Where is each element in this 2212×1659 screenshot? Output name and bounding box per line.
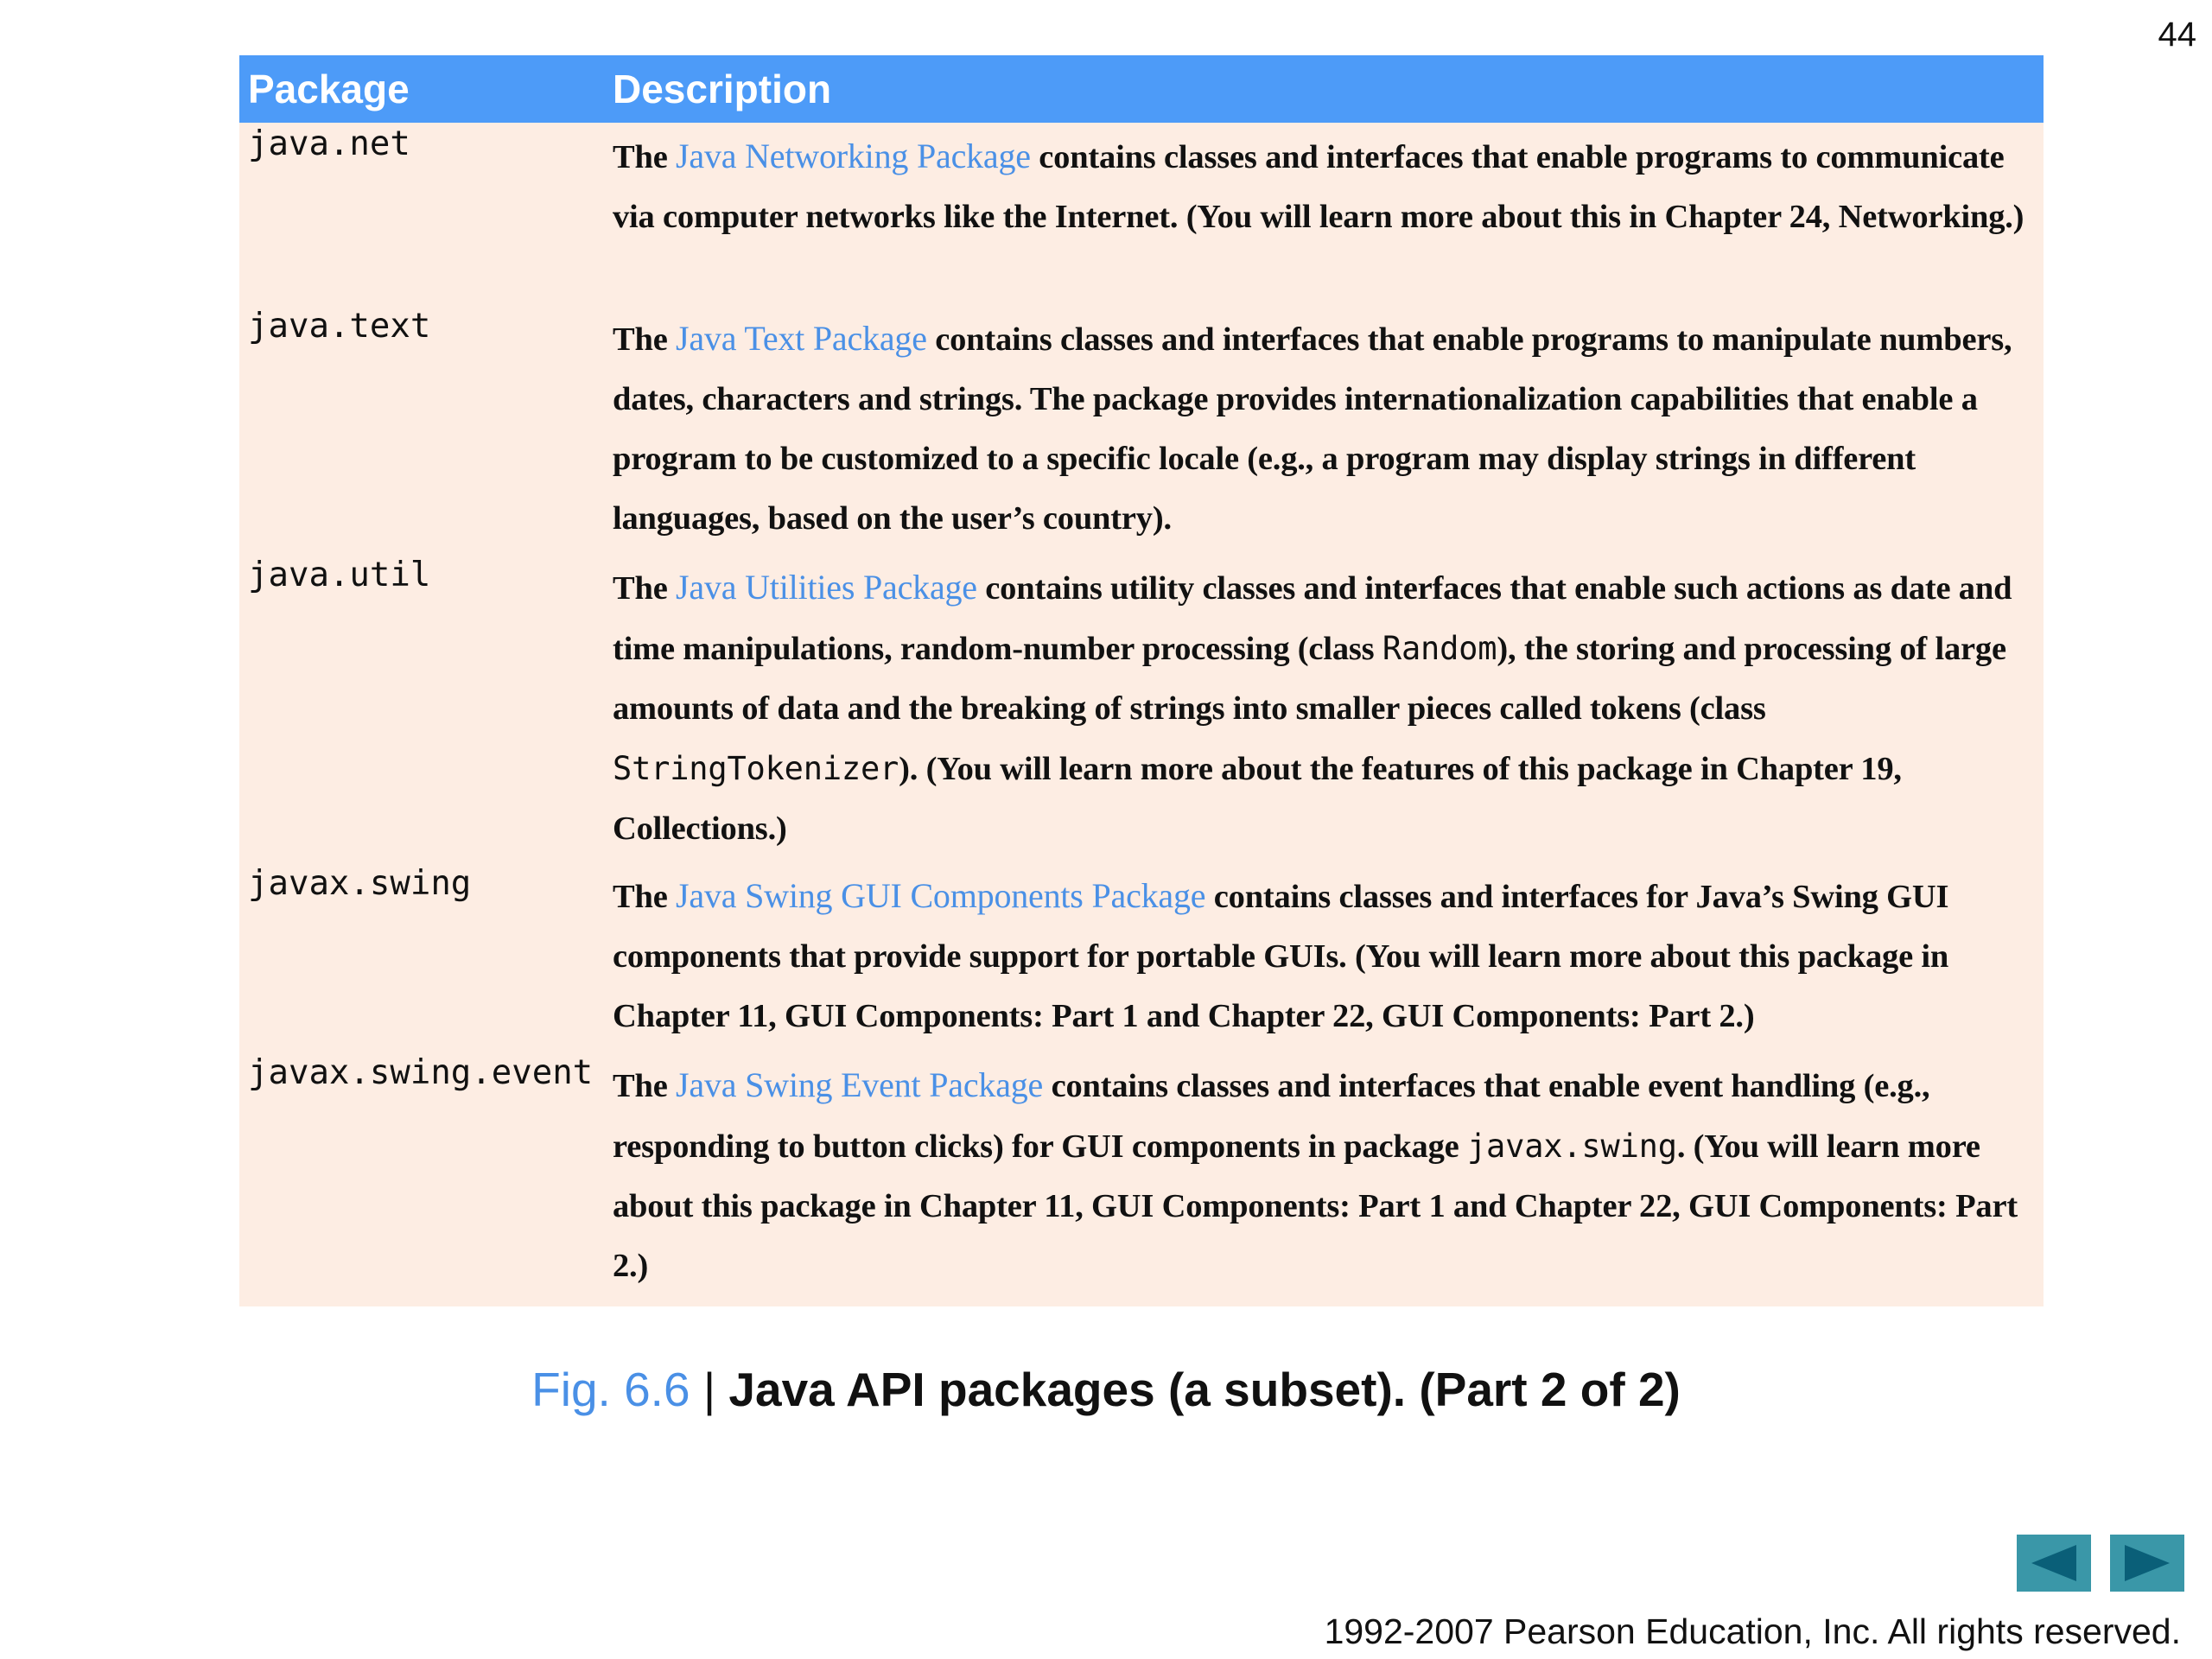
desc-text: ), the storing and processing of large amounts of data and the breaking of strings into smaller pieces called tokens (class <box>613 631 2006 727</box>
table-row <box>239 123 2044 305</box>
code-class-name: StringTokenizer <box>613 750 899 787</box>
package-link[interactable]: Java Swing Event Package <box>676 1065 1044 1104</box>
package-name: java.text <box>248 307 431 346</box>
copyright-notice <box>1325 1611 2181 1652</box>
desc-prefix: The <box>613 1068 668 1104</box>
desc-prefix: The <box>613 139 668 175</box>
caption-separator: | <box>702 1363 716 1416</box>
desc-prefix: The <box>613 570 668 607</box>
package-name: javax.swing <box>248 864 472 903</box>
package-link[interactable]: Java Utilities Package <box>676 568 977 607</box>
package-description <box>613 123 2044 247</box>
code-package-name: javax.swing <box>1466 1128 1677 1165</box>
triangle-left-icon <box>2028 1543 2080 1583</box>
copyright-text: 1992-2007 Pearson Education, Inc. All rights reserved. <box>1324 1611 2181 1651</box>
figure-label: Fig. 6.6 <box>531 1363 690 1416</box>
package-description <box>613 862 2044 1046</box>
package-link[interactable]: Java Swing GUI Components Package <box>676 876 1206 915</box>
page-number: 44 <box>2158 16 2196 54</box>
package-link[interactable]: Java Networking Package <box>676 137 1031 175</box>
header-description: Description <box>613 67 832 111</box>
package-name: javax.swing.event <box>248 1053 594 1092</box>
packages-table <box>239 55 2044 1306</box>
desc-text: contains classes and interfaces that enable programs to communicate via computer networks like the Internet. (You will learn more about this in Chapter 24, Networking.) <box>613 139 2024 235</box>
header-package: Package <box>248 67 410 111</box>
table-row <box>239 862 2044 1052</box>
desc-text: contains classes and interfaces for Java’s Swing GUI components that provide support for portable GUIs. (You will learn more about this package in Chapter 11, GUI Components: Part 1 and Chapter 22, GUI Components: Part 2.) <box>613 879 1949 1034</box>
figure-title: Java API packages (a subset). (Part 2 of 2) <box>728 1363 1681 1416</box>
package-description <box>613 1052 2044 1296</box>
package-name: java.net <box>248 124 410 163</box>
desc-prefix: The <box>613 879 668 915</box>
table-header <box>239 55 2044 123</box>
desc-text: ). (You will learn more about the features of this package in Chapter 19, Collections.) <box>613 751 1902 847</box>
desc-text: contains classes and interfaces that enable event handling (e.g., responding to button clicks) for GUI components in package <box>613 1068 1930 1165</box>
desc-text: . (You will learn more about this package in Chapter 11, GUI Components: Part 1 and Chapter 22, GUI Components: Part 2.) <box>613 1128 2018 1284</box>
figure-caption <box>0 1362 2212 1417</box>
package-name: java.util <box>248 556 431 594</box>
next-slide-button[interactable] <box>2110 1535 2184 1592</box>
table-row <box>239 305 2044 554</box>
package-description <box>613 554 2044 859</box>
triangle-right-icon <box>2121 1543 2173 1583</box>
previous-slide-button[interactable] <box>2017 1535 2091 1592</box>
package-link[interactable]: Java Text Package <box>676 319 927 358</box>
desc-text: contains classes and interfaces that enable programs to manipulate numbers, dates, characters and strings. The package provides internationalization capabilities that enable a program to be customized to a specific locale (e.g., a program may display strings in different languages, based on the user’s country). <box>613 321 2012 537</box>
desc-text: contains utility classes and interfaces that enable such actions as date and time manipulations, random-number processing (class <box>613 570 2012 667</box>
code-class-name: Random <box>1382 630 1497 667</box>
table-row <box>239 1052 2044 1302</box>
table-row <box>239 554 2044 862</box>
package-description <box>613 305 2044 549</box>
desc-prefix: The <box>613 321 668 358</box>
